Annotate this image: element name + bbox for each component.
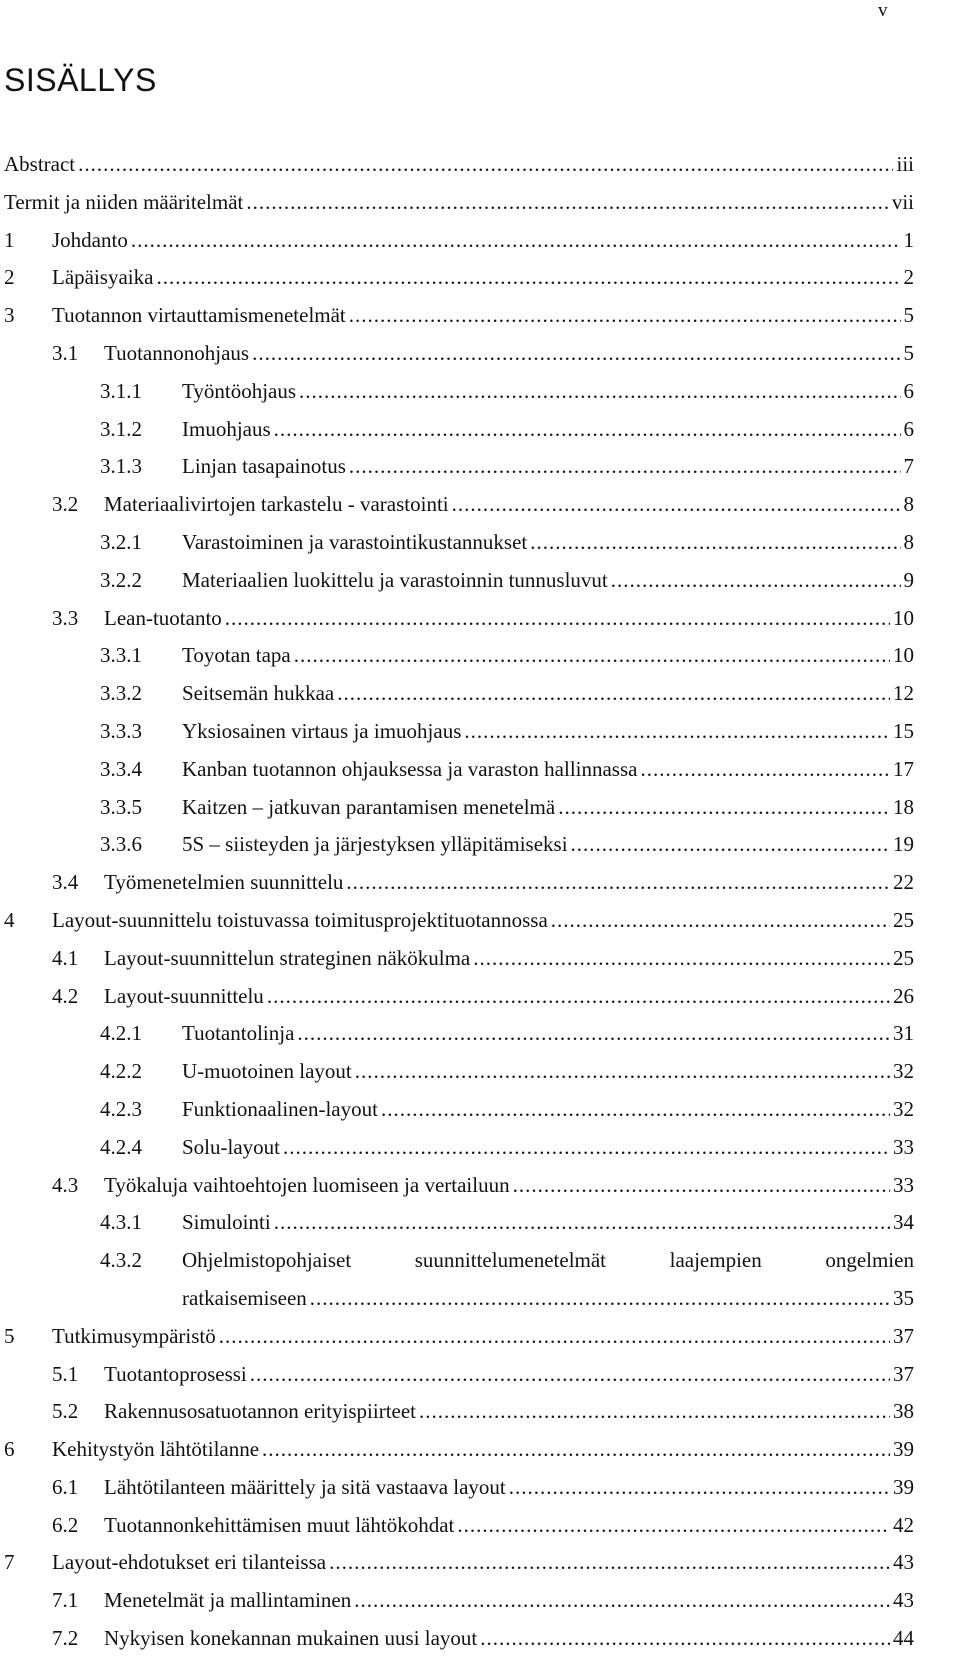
toc-entry-title: Linjan tasapainotus <box>182 454 346 479</box>
toc-entry-page: 18 <box>893 794 914 819</box>
toc-entry-number: 4.2.2 <box>100 1059 142 1084</box>
toc-entry-page: 39 <box>893 1474 914 1499</box>
toc-entry-page: 38 <box>893 1399 914 1424</box>
toc-entry-title: Funktionaalinen-layout <box>182 1096 378 1121</box>
toc-entry[interactable] <box>4 486 914 524</box>
toc-entry-number: 3.1.2 <box>100 416 142 441</box>
toc-entry-title: Lean-tuotanto <box>104 605 222 630</box>
toc-entry-page: 5 <box>903 340 914 365</box>
toc-dot-leader <box>571 826 890 864</box>
toc-entry-title: Yksiosainen virtaus ja imuohjaus <box>182 718 462 743</box>
toc-entry[interactable] <box>4 222 914 260</box>
toc-entry-number: 3.4 <box>52 870 79 895</box>
toc-entry[interactable] <box>4 1393 914 1431</box>
toc-dot-leader <box>246 184 888 222</box>
toc-entry-title: Läpäisyaika <box>52 265 154 290</box>
toc-entry-page: 32 <box>893 1059 914 1084</box>
toc-entry[interactable] <box>4 1431 914 1469</box>
toc-entry-page: 12 <box>893 681 914 706</box>
toc-dot-leader <box>299 373 900 411</box>
toc-entry[interactable] <box>4 902 914 940</box>
toc-entry-number: 7 <box>4 1550 15 1575</box>
toc-entry-number: 1 <box>4 227 15 252</box>
toc-entry-page: 6 <box>903 416 914 441</box>
toc-dot-leader <box>329 1544 890 1582</box>
toc-entry-title: Johdanto <box>52 227 128 252</box>
toc-entry-number: 3.3.4 <box>100 756 142 781</box>
toc-entry[interactable] <box>4 1015 914 1053</box>
toc-dot-leader <box>78 146 893 184</box>
toc-entry[interactable] <box>4 1204 914 1242</box>
toc-dot-leader <box>349 297 901 335</box>
toc-dot-leader <box>509 1469 890 1507</box>
toc-entry[interactable] <box>4 297 914 335</box>
toc-dot-leader <box>225 600 890 638</box>
table-of-contents <box>4 146 914 1658</box>
toc-entry-number: 3.2.2 <box>100 567 142 592</box>
toc-entry-title: Menetelmät ja mallintaminen <box>104 1588 352 1613</box>
toc-dot-leader <box>473 940 890 978</box>
toc-entry-title: Kehitystyön lähtötilanne <box>52 1437 260 1462</box>
toc-dot-leader <box>452 486 901 524</box>
toc-entry-page: 2 <box>903 265 914 290</box>
toc-entry[interactable] <box>4 637 914 675</box>
toc-entry-title: Simulointi <box>182 1210 271 1235</box>
toc-entry-title: Layout-suunnittelu <box>104 983 264 1008</box>
toc-dot-leader <box>530 524 900 562</box>
toc-entry-page: 10 <box>893 605 914 630</box>
toc-entry-title: Työmenetelmien suunnittelu <box>104 870 344 895</box>
toc-entry-number: 3.3.5 <box>100 794 142 819</box>
toc-dot-leader <box>355 1053 890 1091</box>
toc-dot-leader <box>457 1507 890 1545</box>
toc-entry-title: Abstract <box>4 152 76 176</box>
toc-title-word: suunnittelumenetelmät <box>414 1248 607 1273</box>
toc-title-word: Ohjelmistopohjaiset <box>182 1248 352 1273</box>
toc-dot-leader <box>250 1356 890 1394</box>
toc-entry-number: 4.3.1 <box>100 1210 142 1235</box>
toc-entry-page: 37 <box>893 1361 914 1386</box>
toc-title-word: ongelmien <box>825 1248 914 1273</box>
toc-entry-title: Tutkimusympäristö <box>52 1323 216 1348</box>
toc-entry-page: 7 <box>903 454 914 479</box>
toc-entry[interactable] <box>4 184 914 222</box>
toc-entry-page: 6 <box>903 378 914 403</box>
toc-dot-leader <box>640 751 890 789</box>
toc-entry[interactable] <box>4 448 914 486</box>
toc-entry[interactable] <box>4 1091 914 1129</box>
toc-entry-number: 5.1 <box>52 1361 79 1386</box>
toc-entry-number: 3.3 <box>52 605 79 630</box>
toc-entry-title: Tuotantoprosessi <box>104 1361 247 1386</box>
toc-entry-title: Työkaluja vaihtoehtojen luomiseen ja vertailuun <box>104 1172 510 1197</box>
toc-entry-page: 26 <box>893 983 914 1008</box>
toc-entry-number: 3.1.1 <box>100 378 142 403</box>
toc-entry-page: 33 <box>893 1134 914 1159</box>
toc-entry[interactable] <box>4 1469 914 1507</box>
toc-dot-leader <box>346 864 890 902</box>
toc-dot-leader <box>156 259 900 297</box>
toc-entry-page: 17 <box>893 756 914 781</box>
toc-dot-leader <box>252 335 900 373</box>
toc-entry[interactable] <box>4 562 914 600</box>
toc-entry-title: Työntöohjaus <box>182 378 297 403</box>
page-title: SISÄLLYS <box>4 62 157 98</box>
toc-entry-page: 25 <box>893 945 914 970</box>
toc-dot-leader <box>337 675 890 713</box>
toc-entry-page: 25 <box>893 907 914 932</box>
toc-entry-page: 1 <box>903 227 914 252</box>
toc-entry-number: 3.2 <box>52 492 79 517</box>
toc-entry-title: Imuohjaus <box>182 416 271 441</box>
toc-entry-page: 10 <box>893 643 914 668</box>
toc-entry-page: vii <box>891 189 914 214</box>
toc-entry-number: 6.1 <box>52 1474 79 1499</box>
toc-entry[interactable] <box>4 864 914 902</box>
toc-entry-title: U-muotoinen layout <box>182 1059 352 1084</box>
toc-entry[interactable] <box>4 1620 914 1658</box>
toc-entry-page: 42 <box>893 1512 914 1537</box>
toc-dot-leader <box>274 1204 890 1242</box>
toc-entry[interactable] <box>4 259 914 297</box>
toc-entry-title: Varastoiminen ja varastointikustannukset <box>182 529 528 554</box>
toc-entry[interactable] <box>4 1582 914 1620</box>
toc-entry-page: 15 <box>893 718 914 743</box>
toc-entry-page: 9 <box>903 567 914 592</box>
toc-entry[interactable] <box>4 675 914 713</box>
toc-dot-leader <box>267 978 890 1016</box>
toc-dot-leader <box>262 1431 890 1469</box>
toc-entry-page: iii <box>896 152 914 176</box>
toc-entry-number: 4.2 <box>52 983 79 1008</box>
toc-dot-leader <box>297 1015 890 1053</box>
toc-entry[interactable] <box>4 940 914 978</box>
toc-entry-number: 4.3 <box>52 1172 79 1197</box>
toc-entry-page: 8 <box>903 529 914 554</box>
toc-dot-leader <box>354 1582 890 1620</box>
toc-dot-leader <box>464 713 890 751</box>
toc-entry[interactable] <box>4 826 914 864</box>
toc-entry-title: Seitsemän hukkaa <box>182 681 335 706</box>
toc-entry-number: 2 <box>4 265 15 290</box>
toc-entry-number: 4 <box>4 907 15 932</box>
toc-entry-number: 5 <box>4 1323 15 1348</box>
toc-entry-number: 3 <box>4 303 15 328</box>
toc-entry-title: Kaitzen – jatkuvan parantamisen menetelmä <box>182 794 556 819</box>
toc-entry-title: Lähtötilanteen määrittely ja sitä vastaava layout <box>104 1474 506 1499</box>
toc-entry-title: Nykyisen konekannan mukainen uusi layout <box>104 1626 478 1651</box>
toc-dot-leader <box>274 411 901 449</box>
toc-entry[interactable] <box>4 600 914 638</box>
toc-entry[interactable] <box>4 335 914 373</box>
toc-entry-number: 4.2.1 <box>100 1021 142 1046</box>
toc-entry-number: 4.2.3 <box>100 1096 142 1121</box>
toc-entry[interactable] <box>4 1507 914 1545</box>
toc-entry-title: Layout-suunnittelu toistuvassa toimitusprojektituotannossa <box>52 907 548 932</box>
toc-dot-leader <box>283 1129 890 1167</box>
toc-entry-page: 31 <box>893 1021 914 1046</box>
toc-entry[interactable] <box>4 1129 914 1167</box>
toc-entry-title: Termit ja niiden määritelmät <box>4 189 244 214</box>
toc-entry-title: Layout-suunnittelun strateginen näkökulma <box>104 945 471 970</box>
toc-dot-leader <box>551 902 890 940</box>
toc-entry-number: 3.3.1 <box>100 643 142 668</box>
toc-entry-page: 22 <box>893 870 914 895</box>
toc-entry-title: Tuotannonkehittämisen muut lähtökohdat <box>104 1512 455 1537</box>
toc-entry-number: 6 <box>4 1437 15 1462</box>
toc-title-word: laajempien <box>669 1248 762 1273</box>
toc-entry[interactable] <box>4 789 914 827</box>
toc-entry-number: 6.2 <box>52 1512 79 1537</box>
toc-dot-leader <box>219 1318 890 1356</box>
toc-entry-number: 4.1 <box>52 945 79 970</box>
toc-entry[interactable] <box>4 1167 914 1205</box>
toc-entry-wrapped-line2[interactable] <box>4 1280 914 1318</box>
toc-entry-page: 44 <box>893 1626 914 1651</box>
toc-entry[interactable] <box>4 373 914 411</box>
toc-entry[interactable] <box>4 1544 914 1582</box>
toc-entry[interactable] <box>4 751 914 789</box>
toc-entry[interactable] <box>4 146 914 184</box>
toc-dot-leader <box>513 1167 890 1205</box>
toc-dot-leader <box>558 789 890 827</box>
toc-entry-title: 5S – siisteyden ja järjestyksen ylläpitämiseksi <box>182 832 568 857</box>
toc-dot-leader <box>480 1620 890 1658</box>
toc-entry-number: 3.3.6 <box>100 832 142 857</box>
toc-dot-leader <box>131 222 901 260</box>
toc-entry-number: 3.3.3 <box>100 718 142 743</box>
toc-entry-number: 3.2.1 <box>100 529 142 554</box>
toc-entry[interactable] <box>4 524 914 562</box>
toc-entry-title: Solu-layout <box>182 1134 280 1159</box>
toc-entry-title: Materiaalien luokittelu ja varastoinnin tunnusluvut <box>182 567 608 592</box>
toc-entry-page: 37 <box>893 1323 914 1348</box>
toc-dot-leader <box>419 1393 890 1431</box>
toc-entry-number: 7.2 <box>52 1626 79 1651</box>
toc-entry-title: Kanban tuotannon ohjauksessa ja varaston hallinnassa <box>182 756 638 781</box>
toc-entry-number: 3.1 <box>52 340 79 365</box>
toc-dot-leader <box>381 1091 890 1129</box>
toc-entry[interactable] <box>4 978 914 1016</box>
toc-entry[interactable] <box>4 713 914 751</box>
toc-entry[interactable] <box>4 1356 914 1394</box>
toc-entry-title: Tuotannon virtauttamismenetelmät <box>52 303 346 328</box>
toc-entry-page: 39 <box>893 1437 914 1462</box>
toc-entry-title <box>182 1242 914 1280</box>
toc-entry-page: 34 <box>893 1210 914 1235</box>
toc-entry-title: Tuotannonohjaus <box>104 340 250 365</box>
toc-entry-title: Toyotan tapa <box>182 643 291 668</box>
toc-entry-page: 43 <box>893 1550 914 1575</box>
toc-entry-number: 7.1 <box>52 1588 79 1613</box>
toc-dot-leader <box>294 637 890 675</box>
toc-entry-page: 5 <box>903 303 914 328</box>
toc-entry[interactable] <box>4 411 914 449</box>
toc-dot-leader <box>310 1280 890 1318</box>
toc-entry-page: 43 <box>893 1588 914 1613</box>
toc-entry-page: 35 <box>893 1285 914 1310</box>
toc-entry-title: Tuotantolinja <box>182 1021 295 1046</box>
toc-entry-number: 5.2 <box>52 1399 79 1424</box>
toc-entry-title-continuation: ratkaisemiseen <box>182 1285 307 1310</box>
toc-entry-title: Materiaalivirtojen tarkastelu - varastointi <box>104 492 449 517</box>
toc-entry-number: 3.3.2 <box>100 681 142 706</box>
toc-entry-page: 32 <box>893 1096 914 1121</box>
toc-dot-leader <box>611 562 901 600</box>
toc-entry-number: 4.3.2 <box>100 1248 142 1273</box>
toc-entry-page: 33 <box>893 1172 914 1197</box>
toc-entry-title: Rakennusosatuotannon erityispiirteet <box>104 1399 417 1424</box>
toc-entry[interactable] <box>4 1053 914 1091</box>
toc-entry-number: 4.2.4 <box>100 1134 142 1159</box>
toc-entry-wrapped-line1[interactable] <box>4 1242 914 1280</box>
toc-entry-page: 8 <box>903 492 914 517</box>
toc-entry-page: 19 <box>893 832 914 857</box>
page-number: v <box>878 0 888 21</box>
toc-dot-leader <box>349 448 901 486</box>
toc-entry[interactable] <box>4 1318 914 1356</box>
toc-entry-number: 3.1.3 <box>100 454 142 479</box>
toc-entry-title: Layout-ehdotukset eri tilanteissa <box>52 1550 327 1575</box>
